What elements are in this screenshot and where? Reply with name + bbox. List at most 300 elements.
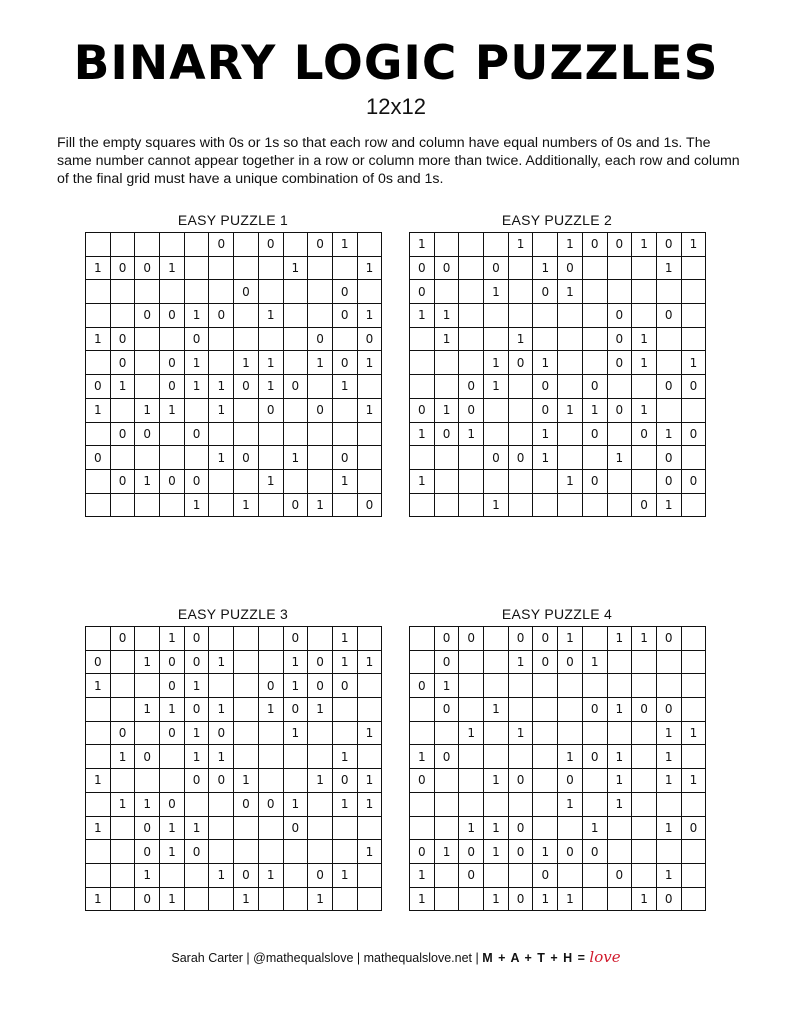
grid-cell-empty[interactable]: [283, 422, 308, 446]
grid-cell-empty[interactable]: [508, 375, 533, 399]
grid-cell-empty[interactable]: [533, 721, 558, 745]
grid-cell-empty[interactable]: [508, 493, 533, 517]
grid-cell-empty[interactable]: [582, 627, 607, 651]
grid-cell-empty[interactable]: [459, 698, 484, 722]
grid-cell-empty[interactable]: [160, 280, 185, 304]
grid-cell-empty[interactable]: [135, 493, 160, 517]
grid-cell-empty[interactable]: [410, 816, 435, 840]
grid-cell-empty[interactable]: [459, 280, 484, 304]
grid-cell-empty[interactable]: [86, 627, 111, 651]
grid-cell-empty[interactable]: [533, 816, 558, 840]
grid-cell-empty[interactable]: [656, 351, 681, 375]
grid-cell-empty[interactable]: [558, 351, 583, 375]
grid-cell-empty[interactable]: [410, 375, 435, 399]
grid-cell-empty[interactable]: [258, 745, 283, 769]
grid-cell-empty[interactable]: [86, 840, 111, 864]
grid-cell-empty[interactable]: [184, 280, 209, 304]
grid-cell-empty[interactable]: [632, 304, 657, 328]
grid-cell-empty[interactable]: [135, 233, 160, 257]
grid-cell-empty[interactable]: [607, 256, 632, 280]
grid-cell-empty[interactable]: [184, 233, 209, 257]
grid-cell-empty[interactable]: [632, 375, 657, 399]
grid-cell-empty[interactable]: [258, 769, 283, 793]
grid-cell-empty[interactable]: [135, 674, 160, 698]
grid-cell-empty[interactable]: [533, 304, 558, 328]
grid-cell-empty[interactable]: [308, 816, 333, 840]
grid-cell-empty[interactable]: [681, 792, 706, 816]
grid-cell-empty[interactable]: [434, 721, 459, 745]
grid-cell-empty[interactable]: [434, 351, 459, 375]
grid-cell-empty[interactable]: [357, 422, 382, 446]
grid-cell-empty[interactable]: [184, 256, 209, 280]
grid-cell-empty[interactable]: [110, 840, 135, 864]
grid-cell-empty[interactable]: [308, 446, 333, 470]
grid-cell-empty[interactable]: [656, 398, 681, 422]
grid-cell-empty[interactable]: [135, 280, 160, 304]
grid-cell-empty[interactable]: [681, 674, 706, 698]
grid-cell-empty[interactable]: [607, 674, 632, 698]
grid-cell-empty[interactable]: [533, 792, 558, 816]
grid-cell-empty[interactable]: [459, 887, 484, 911]
grid-cell-empty[interactable]: [308, 627, 333, 651]
grid-cell-empty[interactable]: [410, 721, 435, 745]
grid-cell-empty[interactable]: [410, 327, 435, 351]
grid-cell-empty[interactable]: [258, 327, 283, 351]
grid-cell-empty[interactable]: [484, 327, 509, 351]
grid-cell-empty[interactable]: [632, 745, 657, 769]
grid-cell-empty[interactable]: [332, 887, 357, 911]
grid-cell-empty[interactable]: [484, 398, 509, 422]
grid-cell-empty[interactable]: [209, 674, 234, 698]
grid-cell-empty[interactable]: [434, 863, 459, 887]
grid-cell-empty[interactable]: [184, 863, 209, 887]
grid-cell-empty[interactable]: [459, 745, 484, 769]
grid-cell-empty[interactable]: [681, 863, 706, 887]
grid-cell-empty[interactable]: [332, 327, 357, 351]
grid-cell-empty[interactable]: [459, 469, 484, 493]
grid-cell-empty[interactable]: [135, 375, 160, 399]
grid-cell-empty[interactable]: [110, 769, 135, 793]
grid-cell-empty[interactable]: [508, 698, 533, 722]
grid-cell-empty[interactable]: [86, 469, 111, 493]
grid-cell-empty[interactable]: [484, 721, 509, 745]
grid-cell-empty[interactable]: [283, 280, 308, 304]
grid-cell-empty[interactable]: [582, 351, 607, 375]
grid-cell-empty[interactable]: [607, 840, 632, 864]
grid-cell-empty[interactable]: [357, 674, 382, 698]
grid-cell-empty[interactable]: [632, 469, 657, 493]
grid-cell-empty[interactable]: [632, 816, 657, 840]
grid-cell-empty[interactable]: [607, 280, 632, 304]
grid-cell-empty[interactable]: [234, 256, 259, 280]
grid-cell-empty[interactable]: [209, 792, 234, 816]
grid-cell-empty[interactable]: [434, 792, 459, 816]
grid-cell-empty[interactable]: [135, 327, 160, 351]
grid-cell-empty[interactable]: [558, 304, 583, 328]
grid-cell-empty[interactable]: [234, 422, 259, 446]
grid-cell-empty[interactable]: [459, 446, 484, 470]
grid-cell-empty[interactable]: [434, 469, 459, 493]
grid-cell-empty[interactable]: [357, 233, 382, 257]
grid-cell-empty[interactable]: [459, 769, 484, 793]
grid-cell-empty[interactable]: [308, 375, 333, 399]
grid-cell-empty[interactable]: [484, 792, 509, 816]
grid-cell-empty[interactable]: [357, 698, 382, 722]
grid-cell-empty[interactable]: [184, 446, 209, 470]
grid-cell-empty[interactable]: [258, 627, 283, 651]
grid-cell-empty[interactable]: [258, 816, 283, 840]
grid-cell-empty[interactable]: [681, 398, 706, 422]
grid-cell-empty[interactable]: [135, 721, 160, 745]
grid-cell-empty[interactable]: [459, 493, 484, 517]
grid-cell-empty[interactable]: [258, 493, 283, 517]
grid-cell-empty[interactable]: [681, 446, 706, 470]
grid-cell-empty[interactable]: [484, 627, 509, 651]
grid-cell-empty[interactable]: [656, 840, 681, 864]
grid-cell-empty[interactable]: [582, 256, 607, 280]
grid-cell-empty[interactable]: [308, 469, 333, 493]
grid-cell-empty[interactable]: [410, 792, 435, 816]
grid-cell-empty[interactable]: [258, 650, 283, 674]
grid-cell-empty[interactable]: [110, 280, 135, 304]
grid-cell-empty[interactable]: [459, 674, 484, 698]
grid-cell-empty[interactable]: [484, 304, 509, 328]
grid-cell-empty[interactable]: [632, 674, 657, 698]
grid-cell-empty[interactable]: [582, 446, 607, 470]
grid-cell-empty[interactable]: [533, 469, 558, 493]
grid-cell-empty[interactable]: [410, 493, 435, 517]
grid-cell-empty[interactable]: [110, 493, 135, 517]
grid-cell-empty[interactable]: [308, 256, 333, 280]
grid-cell-empty[interactable]: [110, 674, 135, 698]
grid-cell-empty[interactable]: [258, 887, 283, 911]
grid-cell-empty[interactable]: [357, 469, 382, 493]
grid-cell-empty[interactable]: [508, 792, 533, 816]
grid-cell-empty[interactable]: [656, 327, 681, 351]
grid-cell-empty[interactable]: [434, 816, 459, 840]
grid-cell-empty[interactable]: [582, 792, 607, 816]
grid-cell-empty[interactable]: [258, 256, 283, 280]
grid-cell-empty[interactable]: [632, 840, 657, 864]
grid-cell-empty[interactable]: [607, 816, 632, 840]
grid-cell-empty[interactable]: [234, 816, 259, 840]
grid-cell-empty[interactable]: [681, 840, 706, 864]
grid-cell-empty[interactable]: [558, 863, 583, 887]
grid-cell-empty[interactable]: [434, 769, 459, 793]
grid-cell-empty[interactable]: [283, 469, 308, 493]
grid-cell-empty[interactable]: [86, 422, 111, 446]
grid-cell-empty[interactable]: [86, 280, 111, 304]
grid-cell-empty[interactable]: [508, 256, 533, 280]
grid-cell-empty[interactable]: [110, 398, 135, 422]
grid-cell-empty[interactable]: [234, 698, 259, 722]
grid-cell-empty[interactable]: [434, 233, 459, 257]
grid-cell-empty[interactable]: [308, 721, 333, 745]
grid-cell-empty[interactable]: [434, 493, 459, 517]
grid-cell-empty[interactable]: [410, 650, 435, 674]
grid-cell-empty[interactable]: [258, 446, 283, 470]
grid-cell-empty[interactable]: [357, 446, 382, 470]
grid-cell-empty[interactable]: [582, 769, 607, 793]
grid-cell-empty[interactable]: [357, 375, 382, 399]
grid-cell-empty[interactable]: [110, 698, 135, 722]
grid-cell-empty[interactable]: [332, 493, 357, 517]
grid-cell-empty[interactable]: [459, 256, 484, 280]
grid-cell-empty[interactable]: [607, 375, 632, 399]
grid-cell-empty[interactable]: [656, 280, 681, 304]
grid-cell-empty[interactable]: [607, 422, 632, 446]
grid-cell-empty[interactable]: [656, 650, 681, 674]
grid-cell-empty[interactable]: [681, 493, 706, 517]
grid-cell-empty[interactable]: [533, 769, 558, 793]
grid-cell-empty[interactable]: [209, 840, 234, 864]
grid-cell-empty[interactable]: [681, 698, 706, 722]
grid-cell-empty[interactable]: [209, 887, 234, 911]
grid-cell-empty[interactable]: [332, 398, 357, 422]
grid-cell-empty[interactable]: [160, 863, 185, 887]
grid-cell-empty[interactable]: [484, 863, 509, 887]
grid-cell-empty[interactable]: [234, 469, 259, 493]
grid-cell-empty[interactable]: [533, 493, 558, 517]
grid-cell-empty[interactable]: [86, 863, 111, 887]
grid-cell-empty[interactable]: [209, 627, 234, 651]
grid-cell-empty[interactable]: [632, 650, 657, 674]
grid-cell-empty[interactable]: [258, 280, 283, 304]
grid-cell-empty[interactable]: [632, 256, 657, 280]
grid-cell-empty[interactable]: [607, 493, 632, 517]
grid-cell-empty[interactable]: [332, 816, 357, 840]
grid-cell-empty[interactable]: [308, 304, 333, 328]
grid-cell-empty[interactable]: [484, 469, 509, 493]
grid-cell-empty[interactable]: [508, 674, 533, 698]
grid-cell-empty[interactable]: [558, 375, 583, 399]
grid-cell-empty[interactable]: [209, 493, 234, 517]
grid-cell-empty[interactable]: [135, 351, 160, 375]
grid-cell-empty[interactable]: [332, 721, 357, 745]
grid-cell-empty[interactable]: [160, 446, 185, 470]
grid-cell-empty[interactable]: [258, 840, 283, 864]
grid-cell-empty[interactable]: [434, 887, 459, 911]
grid-cell-empty[interactable]: [357, 745, 382, 769]
grid-cell-empty[interactable]: [434, 446, 459, 470]
grid-cell-empty[interactable]: [558, 721, 583, 745]
grid-cell-empty[interactable]: [533, 698, 558, 722]
grid-cell-empty[interactable]: [283, 233, 308, 257]
grid-cell-empty[interactable]: [681, 650, 706, 674]
grid-cell-empty[interactable]: [533, 327, 558, 351]
grid-cell-empty[interactable]: [234, 627, 259, 651]
grid-cell-empty[interactable]: [607, 721, 632, 745]
grid-cell-empty[interactable]: [135, 446, 160, 470]
grid-cell-empty[interactable]: [234, 327, 259, 351]
grid-cell-empty[interactable]: [484, 674, 509, 698]
grid-cell-empty[interactable]: [135, 769, 160, 793]
grid-cell-empty[interactable]: [110, 863, 135, 887]
grid-cell-empty[interactable]: [86, 304, 111, 328]
grid-cell-empty[interactable]: [558, 422, 583, 446]
grid-cell-empty[interactable]: [508, 745, 533, 769]
grid-cell-empty[interactable]: [283, 304, 308, 328]
grid-cell-empty[interactable]: [234, 840, 259, 864]
grid-cell-empty[interactable]: [308, 840, 333, 864]
grid-cell-empty[interactable]: [332, 422, 357, 446]
grid-cell-empty[interactable]: [357, 863, 382, 887]
grid-cell-empty[interactable]: [656, 792, 681, 816]
grid-cell-empty[interactable]: [508, 280, 533, 304]
grid-cell-empty[interactable]: [184, 887, 209, 911]
grid-cell-empty[interactable]: [582, 493, 607, 517]
grid-cell-empty[interactable]: [283, 887, 308, 911]
grid-cell-empty[interactable]: [632, 280, 657, 304]
grid-cell-empty[interactable]: [582, 721, 607, 745]
grid-cell-empty[interactable]: [357, 627, 382, 651]
grid-cell-empty[interactable]: [484, 745, 509, 769]
grid-cell-empty[interactable]: [110, 233, 135, 257]
grid-cell-empty[interactable]: [681, 627, 706, 651]
grid-cell-empty[interactable]: [656, 674, 681, 698]
grid-cell-empty[interactable]: [434, 280, 459, 304]
grid-cell-empty[interactable]: [607, 469, 632, 493]
grid-cell-empty[interactable]: [484, 422, 509, 446]
grid-cell-empty[interactable]: [582, 674, 607, 698]
grid-cell-empty[interactable]: [308, 745, 333, 769]
grid-cell-empty[interactable]: [484, 650, 509, 674]
grid-cell-empty[interactable]: [283, 327, 308, 351]
grid-cell-empty[interactable]: [283, 745, 308, 769]
grid-cell-empty[interactable]: [582, 327, 607, 351]
grid-cell-empty[interactable]: [582, 280, 607, 304]
grid-cell-empty[interactable]: [357, 887, 382, 911]
grid-cell-empty[interactable]: [582, 863, 607, 887]
grid-cell-empty[interactable]: [508, 304, 533, 328]
grid-cell-empty[interactable]: [681, 745, 706, 769]
grid-cell-empty[interactable]: [110, 816, 135, 840]
grid-cell-empty[interactable]: [234, 674, 259, 698]
grid-cell-empty[interactable]: [283, 840, 308, 864]
grid-cell-empty[interactable]: [283, 398, 308, 422]
grid-cell-empty[interactable]: [410, 446, 435, 470]
grid-cell-empty[interactable]: [110, 446, 135, 470]
grid-cell-empty[interactable]: [209, 351, 234, 375]
grid-cell-empty[interactable]: [607, 887, 632, 911]
grid-cell-empty[interactable]: [234, 304, 259, 328]
grid-cell-empty[interactable]: [110, 650, 135, 674]
grid-cell-empty[interactable]: [632, 769, 657, 793]
grid-cell-empty[interactable]: [632, 446, 657, 470]
grid-cell-empty[interactable]: [135, 627, 160, 651]
grid-cell-empty[interactable]: [160, 769, 185, 793]
grid-cell-empty[interactable]: [209, 256, 234, 280]
grid-cell-empty[interactable]: [308, 792, 333, 816]
grid-cell-empty[interactable]: [558, 327, 583, 351]
grid-cell-empty[interactable]: [258, 721, 283, 745]
grid-cell-empty[interactable]: [681, 280, 706, 304]
grid-cell-empty[interactable]: [86, 745, 111, 769]
grid-cell-empty[interactable]: [681, 887, 706, 911]
grid-cell-empty[interactable]: [86, 698, 111, 722]
grid-cell-empty[interactable]: [582, 887, 607, 911]
grid-cell-empty[interactable]: [234, 721, 259, 745]
grid-cell-empty[interactable]: [234, 745, 259, 769]
grid-cell-empty[interactable]: [110, 887, 135, 911]
grid-cell-empty[interactable]: [283, 769, 308, 793]
grid-cell-empty[interactable]: [681, 256, 706, 280]
grid-cell-empty[interactable]: [410, 698, 435, 722]
grid-cell-empty[interactable]: [86, 351, 111, 375]
grid-cell-empty[interactable]: [459, 327, 484, 351]
grid-cell-empty[interactable]: [632, 863, 657, 887]
grid-cell-empty[interactable]: [508, 863, 533, 887]
grid-cell-empty[interactable]: [357, 280, 382, 304]
grid-cell-empty[interactable]: [484, 233, 509, 257]
grid-cell-empty[interactable]: [508, 469, 533, 493]
grid-cell-empty[interactable]: [258, 422, 283, 446]
grid-cell-empty[interactable]: [283, 351, 308, 375]
grid-cell-empty[interactable]: [582, 304, 607, 328]
grid-cell-empty[interactable]: [308, 280, 333, 304]
grid-cell-empty[interactable]: [459, 233, 484, 257]
grid-cell-empty[interactable]: [681, 327, 706, 351]
grid-cell-empty[interactable]: [110, 304, 135, 328]
grid-cell-empty[interactable]: [459, 792, 484, 816]
grid-cell-empty[interactable]: [160, 327, 185, 351]
grid-cell-empty[interactable]: [410, 351, 435, 375]
grid-cell-empty[interactable]: [184, 792, 209, 816]
grid-cell-empty[interactable]: [209, 422, 234, 446]
grid-cell-empty[interactable]: [459, 304, 484, 328]
grid-cell-empty[interactable]: [160, 493, 185, 517]
grid-cell-empty[interactable]: [558, 816, 583, 840]
grid-cell-empty[interactable]: [459, 351, 484, 375]
grid-cell-empty[interactable]: [332, 840, 357, 864]
grid-cell-empty[interactable]: [234, 650, 259, 674]
grid-cell-empty[interactable]: [558, 446, 583, 470]
grid-cell-empty[interactable]: [459, 650, 484, 674]
grid-cell-empty[interactable]: [209, 816, 234, 840]
grid-cell-empty[interactable]: [86, 233, 111, 257]
grid-cell-empty[interactable]: [234, 233, 259, 257]
grid-cell-empty[interactable]: [533, 674, 558, 698]
grid-cell-empty[interactable]: [184, 398, 209, 422]
grid-cell-empty[interactable]: [86, 792, 111, 816]
grid-cell-empty[interactable]: [681, 304, 706, 328]
grid-cell-empty[interactable]: [357, 816, 382, 840]
grid-cell-empty[interactable]: [558, 698, 583, 722]
grid-cell-empty[interactable]: [533, 745, 558, 769]
grid-cell-empty[interactable]: [308, 422, 333, 446]
grid-cell-empty[interactable]: [160, 422, 185, 446]
grid-cell-empty[interactable]: [558, 674, 583, 698]
grid-cell-empty[interactable]: [508, 398, 533, 422]
grid-cell-empty[interactable]: [632, 721, 657, 745]
grid-cell-empty[interactable]: [558, 493, 583, 517]
grid-cell-empty[interactable]: [410, 627, 435, 651]
grid-cell-empty[interactable]: [332, 256, 357, 280]
grid-cell-empty[interactable]: [434, 375, 459, 399]
grid-cell-empty[interactable]: [533, 233, 558, 257]
grid-cell-empty[interactable]: [209, 469, 234, 493]
grid-cell-empty[interactable]: [283, 863, 308, 887]
grid-cell-empty[interactable]: [209, 327, 234, 351]
grid-cell-empty[interactable]: [86, 721, 111, 745]
grid-cell-empty[interactable]: [632, 792, 657, 816]
grid-cell-empty[interactable]: [508, 422, 533, 446]
grid-cell-empty[interactable]: [160, 745, 185, 769]
grid-cell-empty[interactable]: [209, 280, 234, 304]
grid-cell-empty[interactable]: [160, 233, 185, 257]
grid-cell-empty[interactable]: [332, 698, 357, 722]
grid-cell-empty[interactable]: [234, 398, 259, 422]
